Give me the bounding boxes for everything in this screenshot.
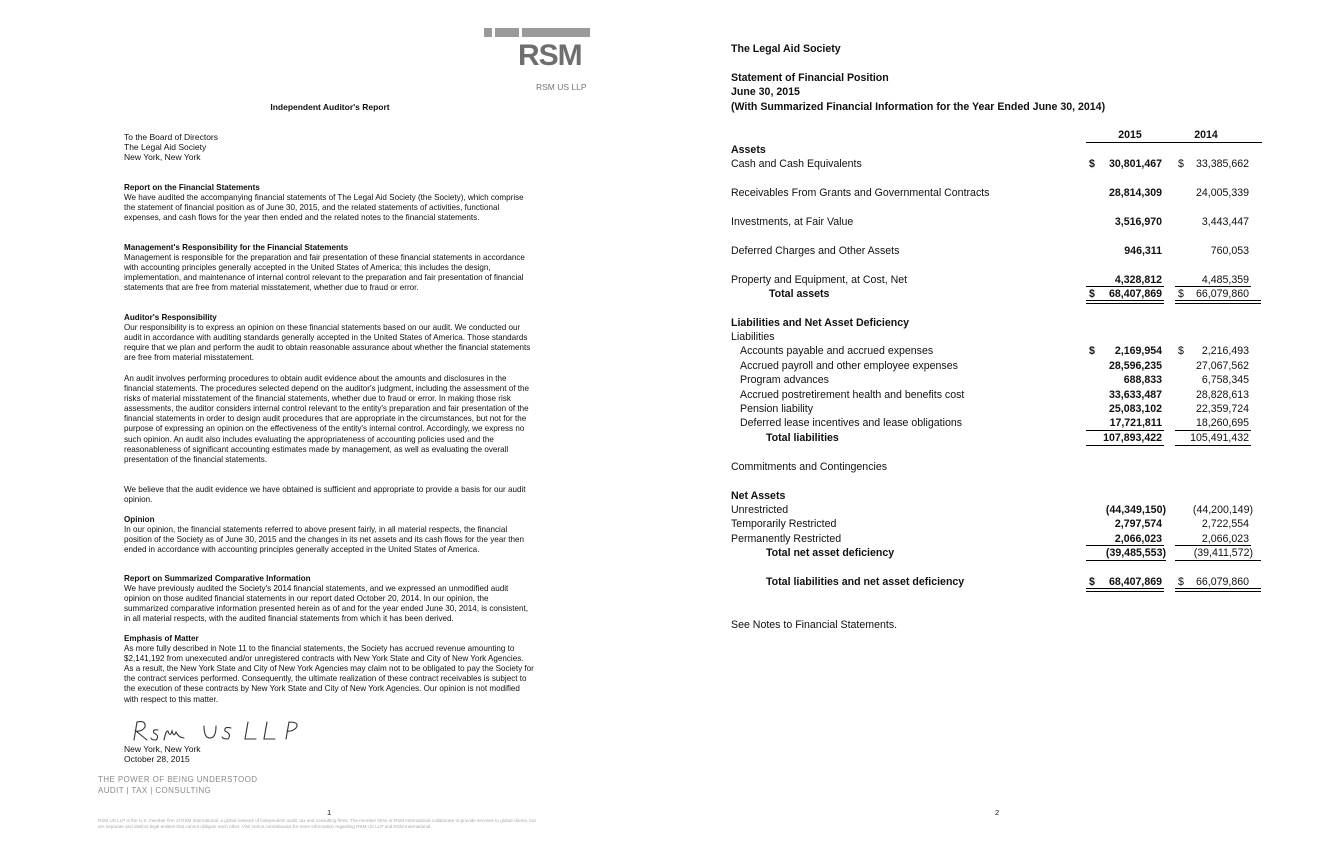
value-2014: 4,485,359: [1201, 274, 1249, 286]
logo-firm-name: RSM US LLP: [536, 82, 587, 92]
grand-total-double-rule: [1175, 588, 1261, 592]
signature-image: [128, 716, 298, 744]
row-label: Pension liability: [740, 403, 814, 415]
section-paragraph: We believe that the audit evidence we have obtained is sufficient and appropriate to provide a basis for our audit opinion.: [124, 485, 526, 505]
value-2015: (44,349,150): [1105, 504, 1166, 516]
value-2014: (44,200,149): [1192, 504, 1253, 516]
grand-total-double-rule: [1086, 588, 1164, 592]
auditor-report-page: [0, 0, 660, 853]
section-paragraph: We have previously audited the Society's 2014 financial statements, and we expressed an unmodified audit opinion on those audited financial statements in our report dated October 20, 2014. In our opinion, the summarized comparative information presented herein as of and for the year ended June 30, 2014, is consistent, in all material respects, with the audited financial statements from which it has been derived.: [124, 584, 529, 624]
section-paragraph: Our responsibility is to express an opinion on these financial statements based on our audit. We conducted our audit in accordance with auditing standards generally accepted in the United States of America. Those standards require that we plan and perform the audit to obtain reasonable assurance about whether the financial statements are free from material misstatement.: [124, 323, 531, 363]
currency-symbol: $: [1089, 345, 1095, 357]
section-report-financial-statements: [124, 183, 534, 223]
value-2015: 28,596,235: [1108, 360, 1162, 372]
column-header-2014: 2014: [1194, 129, 1218, 141]
statement-date: June 30, 2015: [731, 86, 800, 98]
org-name: The Legal Aid Society: [731, 43, 841, 55]
report-title: Independent Auditor's Report: [270, 102, 390, 112]
row-label: Investments, at Fair Value: [731, 216, 854, 228]
currency-symbol: $: [1178, 158, 1184, 170]
section-heading: Management's Responsibility for the Financial Statements: [124, 243, 349, 252]
row-label: Property and Equipment, at Cost, Net: [731, 274, 908, 286]
tagline-text: THE POWER OF BEING UNDERSTOOD: [98, 775, 258, 784]
value-2015: 107,893,422: [1103, 432, 1162, 444]
value-2015: 68,407,869: [1108, 288, 1162, 300]
section-management-responsibility: [124, 243, 534, 293]
firm-tagline: [98, 775, 257, 796]
total-double-rule: [1086, 300, 1164, 304]
section-auditor-responsibility-basis: [124, 485, 534, 505]
header-rule: [1086, 142, 1262, 143]
row-label: Cash and Cash Equivalents: [731, 158, 862, 170]
row-label: Receivables From Grants and Governmental Contracts: [731, 187, 990, 199]
value-2014: 66,079,860: [1195, 576, 1249, 588]
section-opinion: [124, 515, 534, 555]
addressee-line: The Legal Aid Society: [124, 142, 207, 153]
value-2015: 2,066,023: [1114, 533, 1162, 545]
liabilities-subheading: Liabilities: [731, 331, 775, 343]
section-paragraph: Management is responsible for the preparation and fair presentation of these financial statements in accordance with accounting principles generally accepted in the United States of America; this includes the design, implementation, and maintenance of internal control relevant to the preparation and fair presentation of financial statements that are free from material misstatement, whether due to fraud or error.: [124, 253, 525, 293]
row-label: Temporarily Restricted: [731, 518, 837, 530]
section-paragraph: As more fully described in Note 11 to the financial statements, the Society has accrued revenue amounting to $2,141,192 from unexecuted and/or unregistered contracts with New York State and City of New York Agencies. As a result, the New York State and City of New York Agencies may claim not to be obligated to pay the Society for the contract services performed. Consequently, the ultimate realization of these contract receivables is subject to the execution of these contracts by New York State and City of New York Agencies. Our opinion is not modified with respect to this matter.: [124, 644, 534, 704]
value-2014: 3,443,447: [1201, 216, 1249, 228]
section-heading: Emphasis of Matter: [124, 634, 199, 643]
subtotal-rule: [1086, 286, 1164, 287]
total-net-assets-label: Total net asset deficiency: [766, 547, 895, 559]
value-2014: 2,066,023: [1201, 533, 1249, 545]
subtotal-rule: [1175, 286, 1251, 287]
value-2015: 68,407,869: [1108, 576, 1162, 588]
page-number: 1: [327, 808, 332, 817]
row-label: Program advances: [740, 374, 829, 386]
addressee-block: [124, 132, 218, 163]
section-auditor-responsibility: [124, 313, 534, 363]
section-comparative-info: [124, 574, 534, 624]
value-2015: 2,169,954: [1114, 345, 1162, 357]
row-label: Accounts payable and accrued expenses: [740, 345, 934, 357]
value-2015: 25,083,102: [1108, 403, 1162, 415]
row-label: Deferred Charges and Other Assets: [731, 245, 900, 257]
column-header-2015: 2015: [1118, 129, 1142, 141]
value-2014: 2,216,493: [1201, 345, 1249, 357]
signing-place-date: [124, 744, 201, 764]
value-2015: 688,833: [1123, 374, 1162, 386]
addressee-line: To the Board of Directors: [124, 132, 219, 142]
value-2014: 105,491,432: [1190, 432, 1249, 444]
addressee-line: New York, New York: [124, 152, 201, 163]
notes-reference: See Notes to Financial Statements.: [731, 619, 898, 631]
total-rule: [1086, 445, 1164, 446]
row-label: Deferred lease incentives and lease obligations: [740, 417, 963, 429]
value-2014: 18,260,695: [1195, 417, 1249, 429]
total-liabilities-label: Total liabilities: [766, 432, 839, 444]
assets-heading: Assets: [731, 144, 766, 156]
financial-position-page: [660, 0, 1321, 853]
value-2015: 17,721,811: [1109, 417, 1162, 429]
currency-symbol: $: [1178, 345, 1184, 357]
liabilities-heading: Liabilities and Net Asset Deficiency: [731, 317, 909, 329]
section-heading: Opinion: [124, 515, 155, 524]
row-label: Permanently Restricted: [731, 533, 842, 545]
section-auditor-responsibility-cont: [124, 374, 534, 465]
row-label: Unrestricted: [731, 504, 789, 516]
currency-symbol: $: [1178, 576, 1184, 588]
logo-wordmark: RSM: [518, 39, 582, 72]
value-2014: 27,067,562: [1195, 360, 1249, 372]
grand-total-label: Total liabilities and net asset deficiency: [766, 576, 965, 588]
currency-symbol: $: [1089, 576, 1095, 588]
value-2014: 33,385,662: [1195, 158, 1249, 170]
subtotal-rule: [1086, 545, 1164, 546]
value-2014: 2,722,554: [1201, 518, 1249, 530]
footer-fine-print: RSM US LLP is the U.S. member firm of RSM International, a global network of independent audit, tax and consulting firms. The member firms of RSM International collaborate to provide services to global clients, but are separate and distinct legal entities that cannot obligate each other. Visit rsmus.com/aboutus for more information regarding RSM US LLP and RSM International.: [98, 818, 536, 829]
subtotal-rule: [1175, 545, 1251, 546]
section-paragraph: An audit involves performing procedures to obtain audit evidence about the amounts and disclosures in the financial statements. The procedures selected depend on the auditor's judgment, including the assessment of the risks of material misstatement of the financial statements, whether due to fraud or error. In making those risk assessments, the auditor considers internal control relevant to the entity's preparation and fair presentation of the financial statements in order to design audit procedures that are appropriate in the circumstances, but not for the purpose of expressing an opinion on the effectiveness of the entity's internal control. Accordingly, we express no such opinion. An audit also includes evaluating the appropriateness of accounting policies used and the reasonableness of significant accounting estimates made by management, as well as evaluating the overall presentation of the financial statements.: [124, 374, 529, 464]
services-text: AUDIT | TAX | CONSULTING: [98, 785, 212, 795]
value-2015: 2,797,574: [1114, 518, 1162, 530]
value-2015: 30,801,467: [1108, 158, 1162, 170]
statement-title: Statement of Financial Position: [731, 72, 889, 84]
value-2014: 28,828,613: [1195, 389, 1249, 401]
rsm-logo: [484, 28, 590, 92]
value-2014: (39,411,572): [1193, 547, 1253, 559]
row-label: Accrued postretirement health and benefits cost: [740, 389, 965, 401]
total-rule: [1175, 560, 1261, 561]
section-heading: Report on Summarized Comparative Information: [124, 574, 311, 583]
value-2014: 24,005,339: [1195, 187, 1249, 199]
value-2014: 66,079,860: [1195, 288, 1249, 300]
subtotal-rule: [1175, 430, 1251, 431]
currency-symbol: $: [1089, 158, 1095, 170]
section-paragraph: In our opinion, the financial statements referred to above present fairly, in all material respects, the financial position of the Society as of June 30, 2015 and the changes in its net assets and its cash flows for the year then ended in accordance with accounting principles generally accepted in the United States of America.: [124, 525, 524, 555]
subtotal-rule: [1086, 430, 1164, 431]
total-rule: [1175, 445, 1251, 446]
section-heading: Auditor's Responsibility: [124, 313, 217, 322]
net-assets-heading: Net Assets: [731, 490, 786, 502]
page-number: 2: [995, 808, 1000, 817]
value-2015: 3,516,970: [1114, 216, 1162, 228]
value-2014: 22,359,724: [1195, 403, 1249, 415]
section-heading: Report on the Financial Statements: [124, 183, 260, 192]
total-double-rule: [1175, 300, 1261, 304]
currency-symbol: $: [1178, 288, 1184, 300]
currency-symbol: $: [1089, 288, 1095, 300]
section-emphasis-of-matter: [124, 634, 534, 705]
value-2015: (39,485,553): [1105, 547, 1166, 559]
value-2015: 946,311: [1124, 245, 1162, 257]
statement-summary-note: (With Summarized Financial Information for the Year Ended June 30, 2014): [731, 101, 1106, 113]
signing-place: New York, New York: [124, 744, 201, 754]
total-assets-label: Total assets: [769, 288, 830, 300]
value-2015: 4,328,812: [1114, 274, 1162, 286]
section-paragraph: We have audited the accompanying financial statements of The Legal Aid Society (the Society), which comprise the statement of financial position as of June 30, 2015, and the related statements of activities, functional expenses, and cash flows for the year then ended and the related notes to the financial statements.: [124, 193, 524, 223]
logo-bars: [484, 28, 590, 38]
value-2014: 6,758,345: [1201, 374, 1249, 386]
report-date: October 28, 2015: [124, 754, 190, 765]
signature: [128, 716, 298, 744]
value-2015: 33,633,487: [1108, 389, 1162, 401]
total-rule: [1086, 560, 1166, 561]
value-2014: 760,053: [1210, 245, 1249, 257]
row-label: Accrued payroll and other employee expenses: [740, 360, 958, 372]
value-2015: 28,814,309: [1108, 187, 1162, 199]
commitments-label: Commitments and Contingencies: [731, 461, 888, 473]
